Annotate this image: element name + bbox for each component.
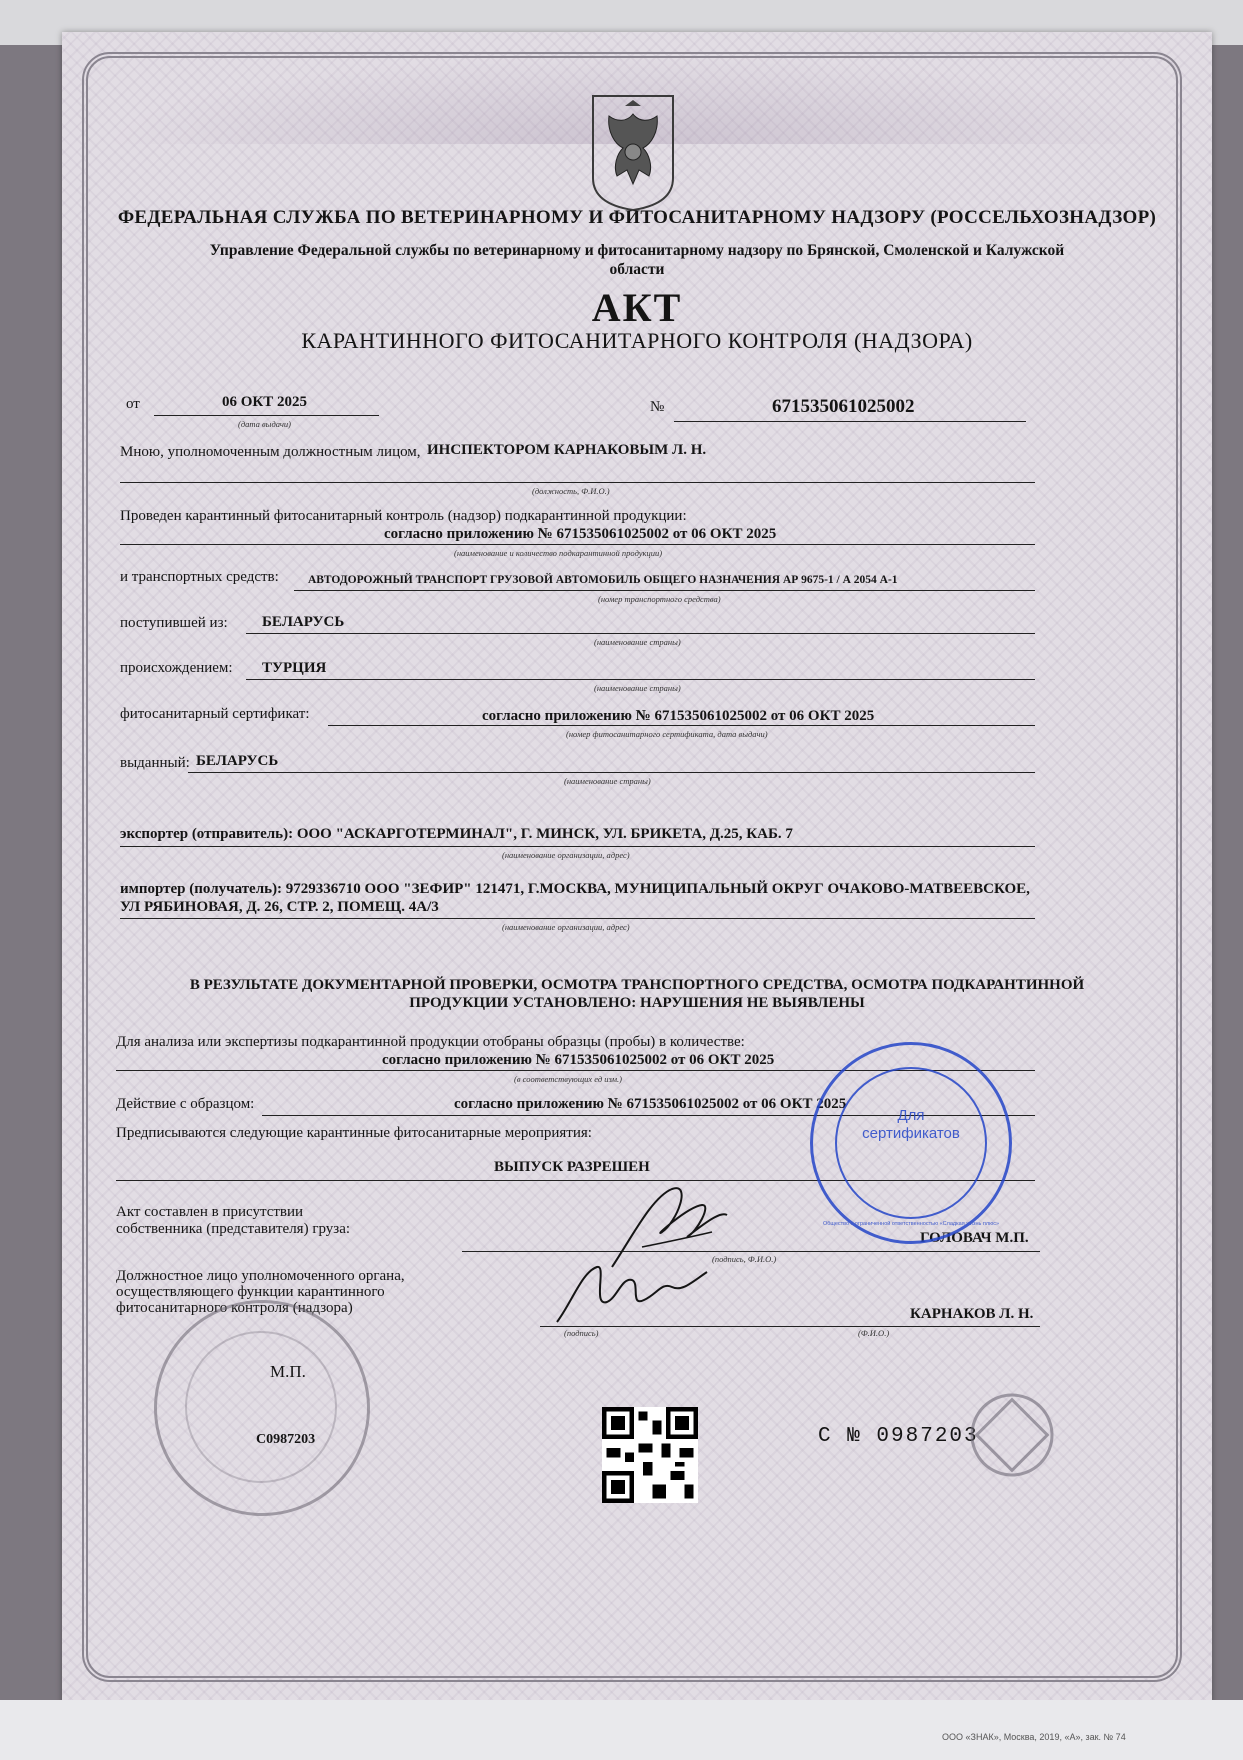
date-caption: (дата выдачи) xyxy=(238,419,292,429)
products-caption: (наименование и количество подкарантинной продукции) xyxy=(454,548,663,558)
coat-of-arms-icon xyxy=(587,92,679,212)
owner-label-line-1: Акт составлен в присутствии xyxy=(116,1204,304,1220)
issued-by-label: выданный: xyxy=(120,755,190,771)
form-number: С № 0987203 xyxy=(818,1425,979,1448)
official-seal xyxy=(154,1300,370,1516)
corner-ornament-icon xyxy=(957,1380,1067,1490)
official-sign-caption: (подпись) xyxy=(564,1328,599,1338)
transport-value: АВТОДОРОЖНЫЙ ТРАНСПОРТ ГРУЗОВОЙ АВТОМОБИЛЬ ОБЩЕГО НАЗНАЧЕНИЯ АР 9675-1 / А 2054 А-1 xyxy=(308,574,898,586)
act-number: 671535061025002 xyxy=(772,396,915,417)
date-from-label: от xyxy=(126,396,140,412)
measures-value: ВЫПУСК РАЗРЕШЕН xyxy=(494,1159,650,1175)
arrived-from-underline xyxy=(246,633,1035,634)
official-label-line-2: осуществляющего функции карантинного xyxy=(116,1284,385,1300)
exporter-caption: (наименование организации, адрес) xyxy=(502,850,630,860)
blue-company-stamp xyxy=(810,1042,1012,1244)
official-signature xyxy=(552,1252,712,1332)
owner-underline xyxy=(462,1251,1040,1252)
inspector-value: ИНСПЕКТОРОМ КАРНАКОВЫМ Л. Н. xyxy=(427,442,707,458)
department-line-2: области xyxy=(609,261,665,278)
transport-underline xyxy=(294,590,1035,591)
inspector-label: Мною, уполномоченным должностным лицом, xyxy=(120,444,421,460)
official-name: КАРНАКОВ Л. Н. xyxy=(910,1306,1034,1322)
agency-name: ФЕДЕРАЛЬНАЯ СЛУЖБА ПО ВЕТЕРИНАРНОМУ И ФИТОСАНИТАРНОМУ НАДЗОРУ (РОССЕЛЬХОЗНАДЗОР) xyxy=(117,207,1157,228)
transport-caption: (номер транспортного средства) xyxy=(598,594,721,604)
mp-label: М.П. xyxy=(270,1362,306,1381)
exporter-underline xyxy=(120,846,1035,847)
blue-stamp-ring-text: Общество с ограниченной ответственностью «Сладкая жизнь плюс» xyxy=(822,1221,1000,1227)
document-title: АКТ xyxy=(591,285,683,330)
stamp-serial: С0987203 xyxy=(256,1432,316,1447)
certificate-label: фитосанитарный сертификат: xyxy=(120,706,310,722)
official-label-line-3: фитосанитарного контроля (надзора) xyxy=(116,1300,353,1316)
blue-stamp-center-1: Для xyxy=(897,1107,925,1124)
number-label: № xyxy=(650,399,665,415)
products-value: согласно приложению № 671535061025002 от 06 ОКТ 2025 xyxy=(384,526,777,542)
document-sheet xyxy=(62,32,1212,1704)
samples-caption: (в соответствующих ед изм.) xyxy=(514,1074,622,1084)
importer-line-1: импортер (получатель): 9729336710 ООО "ЗЕФИР" 121471, Г.МОСКВА, МУНИЦИПАЛЬНЫЙ ОКРУГ ОЧАКОВО-МАТВЕЕВСКОЕ, xyxy=(120,881,1030,897)
official-label-line-1: Должностное лицо уполномоченного органа, xyxy=(116,1268,405,1284)
blue-stamp-center-2: сертификатов xyxy=(862,1125,960,1142)
origin-underline xyxy=(246,679,1035,680)
issued-by-caption: (наименование страны) xyxy=(564,776,651,786)
origin-caption: (наименование страны) xyxy=(594,683,681,693)
printer-imprint: ООО «ЗНАК», Москва, 2019, «А», зак. № 74 xyxy=(942,1732,1126,1742)
inspector-caption: (должность, Ф.И.О.) xyxy=(532,486,610,496)
arrived-from-label: поступившей из: xyxy=(120,615,228,631)
transport-label: и транспортных средств: xyxy=(120,569,279,585)
department-line-1: Управление Федеральной службы по ветеринарному и фитосанитарному надзору по Брянской, Смоленской и Калужской xyxy=(209,242,1065,259)
issued-by-underline xyxy=(188,772,1035,773)
certificate-caption: (номер фитосанитарного сертификата, дата выдачи) xyxy=(566,729,768,739)
importer-underline xyxy=(120,918,1035,919)
products-label: Проведен карантинный фитосанитарный контроль (надзор) подкарантинной продукции: xyxy=(120,508,687,524)
samples-label: Для анализа или экспертизы подкарантинной продукции отобраны образцы (пробы) в количестве: xyxy=(116,1034,745,1050)
date-underline xyxy=(154,415,379,416)
issued-by-value: БЕЛАРУСЬ xyxy=(196,753,279,769)
qr-code xyxy=(602,1407,698,1503)
result-line-2: ПРОДУКЦИИ УСТАНОВЛЕНО: НАРУШЕНИЯ НЕ ВЫЯВЛЕНЫ xyxy=(409,995,865,1011)
arrived-from-caption: (наименование страны) xyxy=(594,637,681,647)
arrived-from-value: БЕЛАРУСЬ xyxy=(262,614,345,630)
products-underline xyxy=(120,544,1035,545)
sample-action-label: Действие с образцом: xyxy=(116,1096,255,1112)
owner-label-line-2: собственника (представителя) груза: xyxy=(116,1221,351,1237)
document-subtitle: КАРАНТИННОГО ФИТОСАНИТАРНОГО КОНТРОЛЯ (НАДЗОРА) xyxy=(301,328,973,353)
importer-line-2: УЛ РЯБИНОВАЯ, Д. 26, СТР. 2, ПОМЕЩ. 4А/3 xyxy=(120,899,439,915)
issue-date: 06 ОКТ 2025 xyxy=(222,394,308,410)
certificate-value: согласно приложению № 671535061025002 от 06 ОКТ 2025 xyxy=(482,708,875,724)
owner-caption: (подпись, Ф.И.О.) xyxy=(712,1254,777,1264)
inspector-underline xyxy=(120,482,1035,483)
owner-name: ГОЛОВАЧ М.П. xyxy=(920,1230,1029,1246)
sample-action-value: согласно приложению № 671535061025002 от 06 ОКТ 2025 xyxy=(454,1096,847,1112)
result-line-1: В РЕЗУЛЬТАТЕ ДОКУМЕНТАРНОЙ ПРОВЕРКИ, ОСМОТРА ТРАНСПОРТНОГО СРЕДСТВА, ОСМОТРА ПОДКАРАНТИННОЙ xyxy=(189,977,1085,993)
origin-label: происхождением: xyxy=(120,660,233,676)
official-name-caption: (Ф.И.О.) xyxy=(858,1328,890,1338)
exporter-text: экспортер (отправитель): ООО "АСКАРГОТЕРМИНАЛ", Г. МИНСК, УЛ. БРИКЕТА, Д.25, КАБ. 7 xyxy=(120,826,793,842)
samples-value: согласно приложению № 671535061025002 от 06 ОКТ 2025 xyxy=(382,1052,775,1068)
scan-bottom-edge xyxy=(0,1700,1243,1760)
number-underline xyxy=(674,421,1026,422)
certificate-underline xyxy=(328,725,1035,726)
importer-caption: (наименование организации, адрес) xyxy=(502,922,630,932)
origin-value: ТУРЦИЯ xyxy=(262,660,327,676)
measures-label: Предписываются следующие карантинные фитосанитарные мероприятия: xyxy=(116,1125,592,1141)
